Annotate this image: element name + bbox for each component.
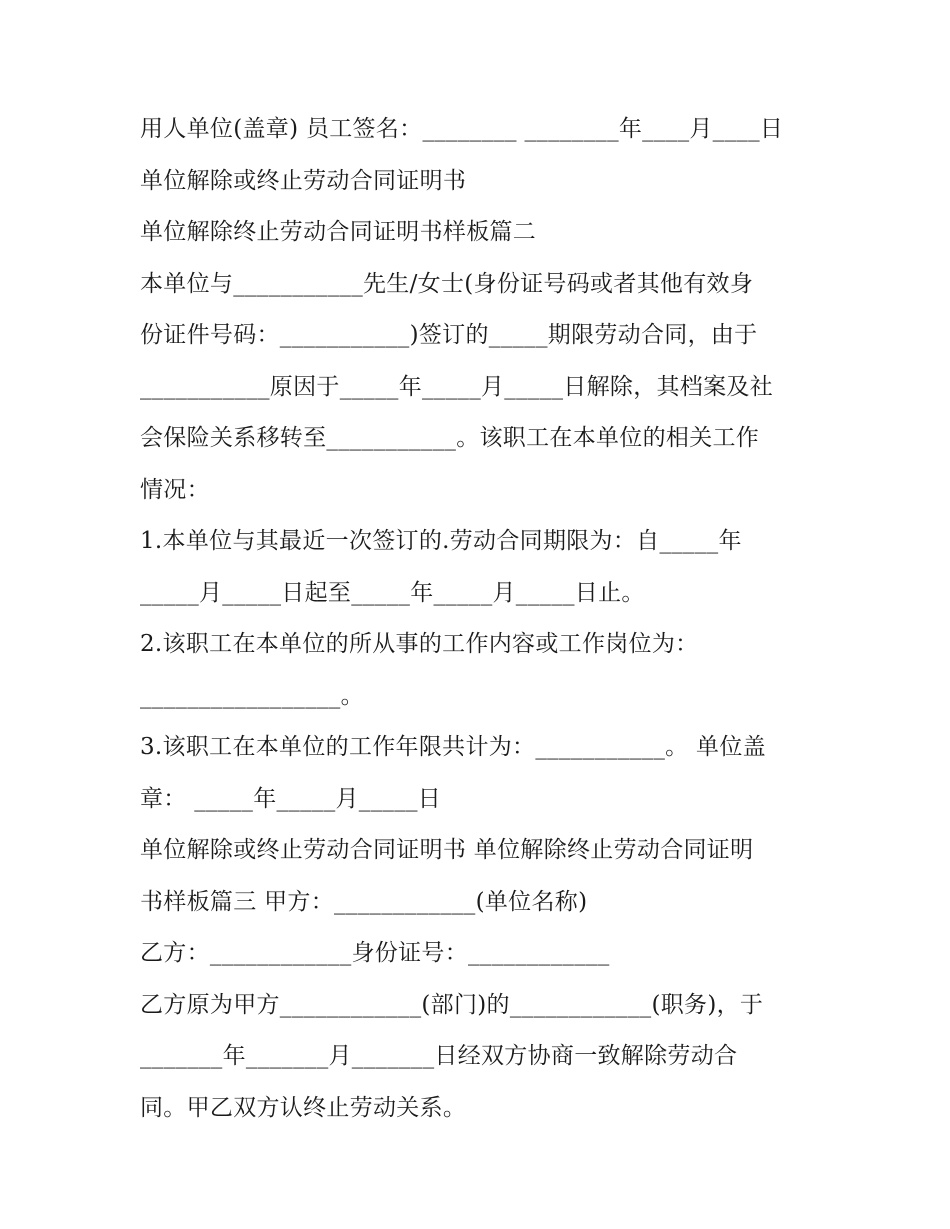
paragraph-line: 本单位与___________先生/女士(身份证号码或者其他有效身 <box>140 270 754 297</box>
party-a-line: 书样板篇三 甲方：____________(单位名称) <box>140 888 588 915</box>
paragraph-line: ___________原因于_____年_____月_____日解除，其档案及社 <box>140 373 773 400</box>
item-3-line: 3.该职工在本单位的工作年限共计为：___________。 单位盖 <box>140 734 766 760</box>
party-b-line: 乙方：____________身份证号：____________ <box>140 940 610 966</box>
item-2-line: 2.该职工在本单位的所从事的工作内容或工作岗位为： <box>140 631 699 657</box>
certificate-title: 单位解除或终止劳动合同证明书 <box>140 167 467 194</box>
item-3-line: 章： _____年_____月_____日 <box>140 785 442 812</box>
paragraph-line: 同。甲乙双方认终止劳动关系。 <box>140 1094 467 1121</box>
item-2-line: _________________。 <box>140 682 364 709</box>
paragraph-line: 乙方原为甲方____________(部门)的____________(职务)，于 <box>140 991 764 1018</box>
item-1-line: 1.本单位与其最近一次签订的.劳动合同期限为：自_____年 <box>140 528 742 554</box>
paragraph-line: 情况： <box>140 476 210 503</box>
paragraph-line: _______年_______月_______日经双方协商一致解除劳动合 <box>140 1043 738 1069</box>
template-heading-3: 单位解除或终止劳动合同证明书 单位解除终止劳动合同证明 <box>140 837 754 863</box>
item-1-line: _____月_____日起至_____年_____月_____日止。 <box>140 579 645 606</box>
template-heading-2: 单位解除终止劳动合同证明书样板篇二 <box>140 219 537 245</box>
signature-line: 用人单位(盖章) 员工签名：________ ________年____月____日 <box>140 116 784 142</box>
paragraph-line: 份证件号码：___________)签订的_____期限劳动合同，由于 <box>140 322 758 348</box>
document-body <box>140 108 820 1138</box>
paragraph-line: 会保险关系移转至___________。该职工在本单位的相关工作 <box>140 425 760 451</box>
